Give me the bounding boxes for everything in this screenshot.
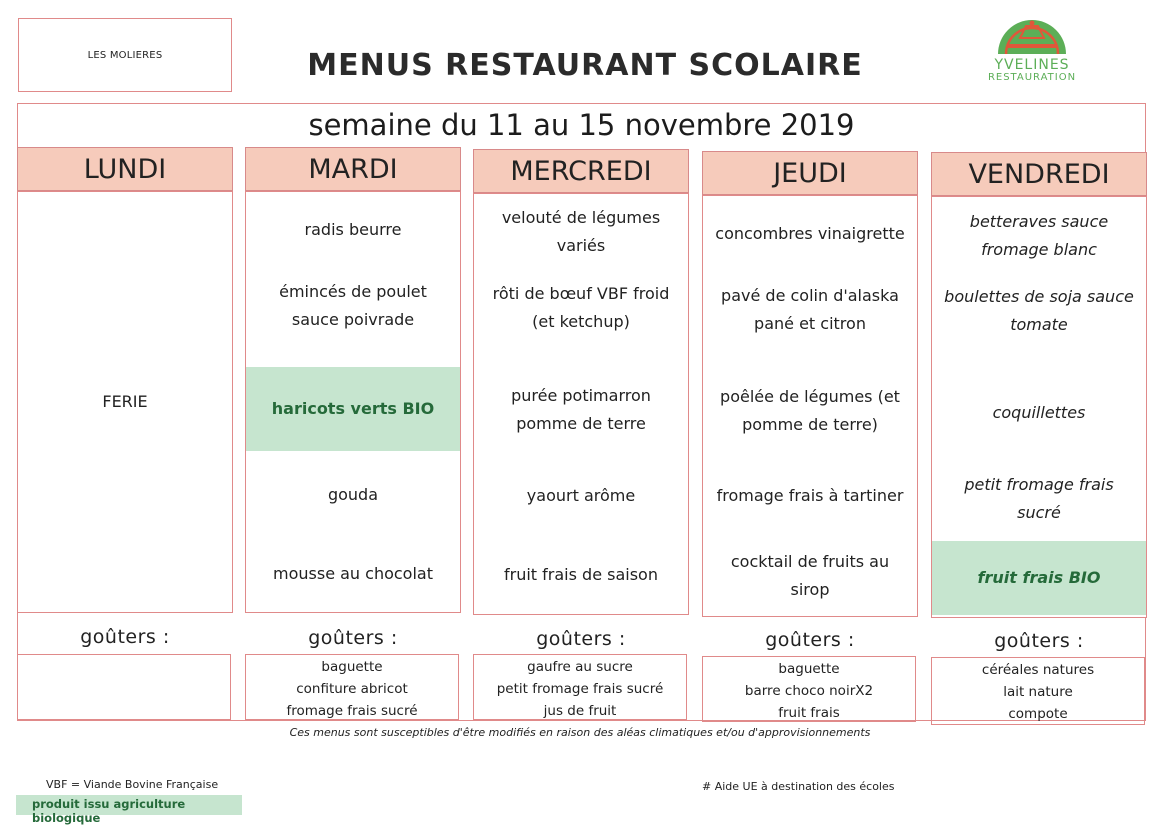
gouter-label: goûters :: [308, 627, 398, 649]
dish: émincés de poulet sauce poivrade: [279, 282, 427, 329]
page-title: MENUS RESTAURANT SCOLAIRE: [307, 48, 863, 83]
day-menu: [245, 191, 461, 613]
gouter-item: baguette: [778, 661, 840, 677]
dish: gouda: [327, 485, 379, 504]
gouter-label: goûters :: [765, 629, 855, 651]
dish: fruit frais de saison: [504, 565, 658, 584]
day-menu: [702, 195, 918, 617]
dish: cocktail de fruits au sirop: [730, 552, 890, 599]
logo: [968, 8, 1096, 96]
dish: concombres vinaigrette: [715, 224, 905, 243]
dish: yaourt arôme: [526, 486, 636, 505]
dish: FERIE: [102, 392, 148, 411]
legend-bio: produit issu agriculture biologique: [16, 795, 242, 815]
day-column-jeudi: [702, 151, 918, 617]
dish: pavé de colin d'alaska pané et citron: [721, 286, 899, 333]
gouter-label: goûters :: [536, 628, 626, 650]
day-header: MERCREDI: [473, 149, 689, 193]
gouter-item: céréales natures: [981, 662, 1095, 678]
dish: poêlée de légumes (et pomme de terre): [720, 387, 900, 434]
logo-line-2: RESTAURATION: [987, 72, 1077, 83]
day-column-vendredi: [931, 152, 1147, 618]
dish: petit fromage frais sucré: [964, 475, 1114, 522]
day-header: MARDI: [245, 147, 461, 191]
logo-line-1: YVELINES: [994, 57, 1070, 73]
day-column-lundi: [17, 147, 233, 613]
gouter-item: baguette: [321, 659, 383, 675]
dish: radis beurre: [304, 220, 402, 239]
gouter-item: barre choco noirX2: [744, 683, 874, 699]
legend-vbf: VBF = Viande Bovine Française: [46, 778, 219, 791]
gouter-box: [473, 654, 687, 720]
gouter-item: fromage frais sucré: [286, 703, 418, 719]
gouter-item: compote: [1008, 706, 1068, 722]
dish: mousse au chocolat: [273, 564, 433, 583]
gouter-item: confiture abricot: [296, 681, 408, 697]
day-header: JEUDI: [702, 151, 918, 195]
gouter-label: goûters :: [994, 630, 1084, 652]
school-name: LES MOLIERES: [87, 49, 163, 61]
dish: boulettes de soja sauce tomate: [944, 287, 1134, 334]
day-menu: [931, 196, 1147, 618]
gouter-item: gaufre au sucre: [527, 659, 633, 675]
dish: betteraves sauce fromage blanc: [969, 212, 1109, 259]
gouter-item: jus de fruit: [543, 703, 617, 719]
day-column-mercredi: [473, 149, 689, 615]
legend-aide-ue: # Aide UE à destination des écoles: [702, 780, 895, 793]
gouter-box: [17, 654, 231, 720]
dish: coquillettes: [992, 403, 1086, 422]
day-header: LUNDI: [17, 147, 233, 191]
gouter-box: [702, 656, 916, 722]
dish: fromage frais à tartiner: [716, 486, 904, 505]
week-title: semaine du 11 au 15 novembre 2019: [308, 108, 855, 142]
logo-icon: [992, 8, 1072, 58]
gouter-item: lait nature: [1003, 684, 1073, 700]
dish-bio: fruit frais BIO: [932, 541, 1146, 615]
day-menu: [17, 191, 233, 613]
gouter-box: [931, 657, 1145, 725]
day-header: VENDREDI: [931, 152, 1147, 196]
gouter-box: [245, 654, 459, 720]
gouter-item: petit fromage frais sucré: [496, 681, 664, 697]
dish-bio: haricots verts BIO: [246, 367, 460, 451]
dish: purée potimarron pomme de terre: [511, 386, 651, 433]
gouter-item: fruit frais: [778, 705, 840, 721]
gouter-label: goûters :: [80, 626, 170, 648]
school-name-box: [18, 18, 232, 92]
day-menu: [473, 193, 689, 615]
dish: velouté de légumes variés: [501, 208, 661, 255]
dish: rôti de bœuf VBF froid (et ketchup): [492, 284, 670, 331]
disclaimer-note: Ces menus sont susceptibles d'être modifiés en raison des aléas climatiques et/ou d'approvisionnements: [289, 726, 871, 739]
day-column-mardi: [245, 147, 461, 613]
